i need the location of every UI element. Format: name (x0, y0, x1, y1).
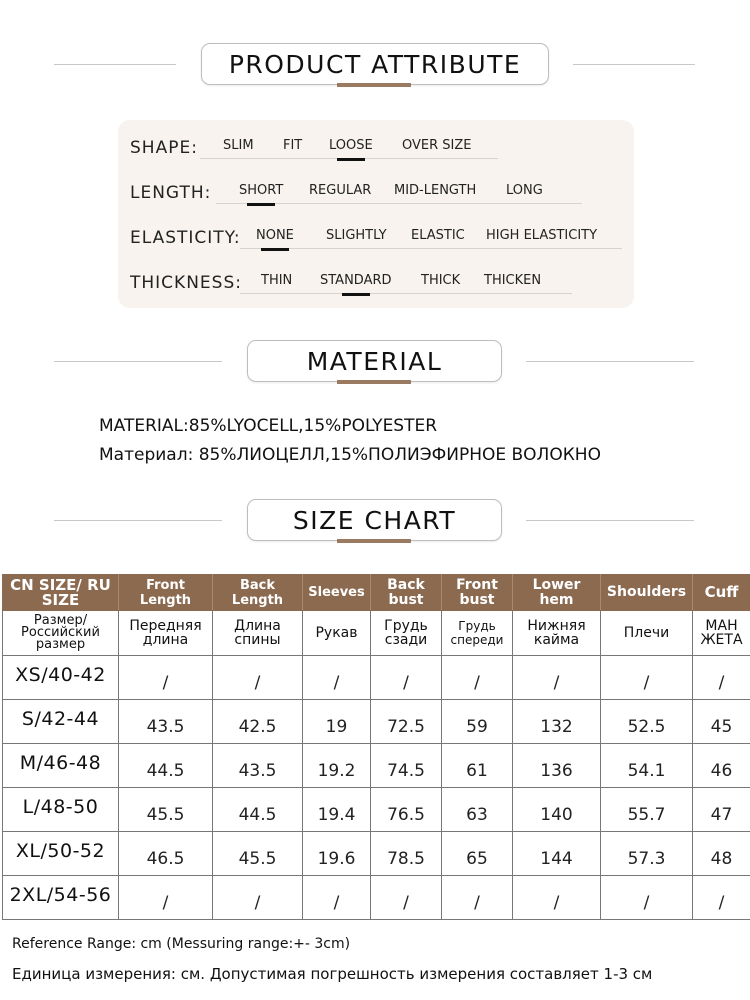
value-cell: 19 (303, 700, 371, 744)
value-cell: 57.3 (601, 832, 693, 876)
attr-option: HIGH ELASTICITY (486, 228, 598, 243)
col-header-ru: Размер/ Российский размер (3, 611, 119, 656)
col-header: Sleeves (303, 575, 371, 611)
value-cell: 136 (513, 744, 601, 788)
attr-row-length (118, 177, 634, 207)
value-cell: 42.5 (213, 700, 303, 744)
header-row-ru (3, 611, 750, 656)
header-row-en (3, 575, 750, 611)
value-cell: 43.5 (213, 744, 303, 788)
size-cell: XL/50-52 (3, 832, 119, 876)
attr-underline (240, 293, 572, 294)
value-cell: 76.5 (371, 788, 442, 832)
value-cell: 44.5 (213, 788, 303, 832)
attr-option: THIN (261, 273, 293, 288)
col-header-ru: Плечи (601, 611, 693, 656)
material-title: MATERIAL (247, 340, 502, 382)
attr-option: LONG (506, 183, 543, 198)
value-cell: 45.5 (213, 832, 303, 876)
col-header-ru: Нижняя кайма (513, 611, 601, 656)
col-header: Cuff (693, 575, 750, 611)
value-cell: 19.2 (303, 744, 371, 788)
value-cell: 78.5 (371, 832, 442, 876)
value-cell: / (693, 876, 750, 920)
value-cell: / (371, 876, 442, 920)
attr-row-elasticity (118, 222, 634, 252)
col-header: Back Length (213, 575, 303, 611)
material-heading (0, 340, 750, 384)
attr-underline (240, 248, 622, 249)
value-cell: / (442, 876, 513, 920)
value-cell: / (119, 656, 213, 700)
table-row (3, 876, 750, 920)
value-cell: 47 (693, 788, 750, 832)
value-cell: 46.5 (119, 832, 213, 876)
size-chart-title: SIZE CHART (247, 499, 502, 541)
attr-option-selected: SHORT (239, 183, 284, 198)
divider-left (54, 64, 176, 65)
attr-option: ELASTIC (411, 228, 465, 243)
size-cell: XS/40-42 (3, 656, 119, 700)
table-row (3, 744, 750, 788)
value-cell: / (513, 876, 601, 920)
size-cell: 2XL/54-56 (3, 876, 119, 920)
divider-right (526, 361, 694, 362)
value-cell: / (213, 876, 303, 920)
value-cell: 45.5 (119, 788, 213, 832)
value-cell: 132 (513, 700, 601, 744)
attr-option-selected: LOOSE (329, 138, 373, 153)
attr-option: THICK (421, 273, 461, 288)
attr-row-shape (118, 132, 634, 162)
divider-left (54, 520, 222, 521)
value-cell: 63 (442, 788, 513, 832)
value-cell: 59 (442, 700, 513, 744)
value-cell: 74.5 (371, 744, 442, 788)
table-row (3, 832, 750, 876)
col-header-ru: МАН ЖЕТА (693, 611, 750, 656)
value-cell: / (119, 876, 213, 920)
value-cell: / (371, 656, 442, 700)
value-cell: 72.5 (371, 700, 442, 744)
table-row (3, 700, 750, 744)
col-header: Front bust (442, 575, 513, 611)
product-attribute-heading (0, 43, 750, 87)
value-cell: 19.6 (303, 832, 371, 876)
value-cell: / (601, 876, 693, 920)
col-header-ru: Грудь сзади (371, 611, 442, 656)
attr-option: OVER SIZE (402, 138, 472, 153)
value-cell: 45 (693, 700, 750, 744)
attr-row-thickness (118, 267, 634, 297)
table-row (3, 788, 750, 832)
size-chart-heading (0, 499, 750, 543)
attr-option: REGULAR (309, 183, 372, 198)
col-header: Back bust (371, 575, 442, 611)
attr-option-selected: NONE (256, 228, 294, 243)
value-cell: / (303, 876, 371, 920)
value-cell: 54.1 (601, 744, 693, 788)
table-row (3, 656, 750, 700)
value-cell: / (601, 656, 693, 700)
size-cell: S/42-44 (3, 700, 119, 744)
divider-right (573, 64, 695, 65)
value-cell: / (513, 656, 601, 700)
attr-option: SLIGHTLY (326, 228, 387, 243)
attr-label: LENGTH: (130, 183, 212, 203)
divider-left (54, 361, 222, 362)
material-en: MATERIAL:85%LYOCELL,15%POLYESTER (99, 416, 438, 436)
size-cell: M/46-48 (3, 744, 119, 788)
attr-label: THICKNESS: (130, 273, 242, 293)
value-cell: 55.7 (601, 788, 693, 832)
attr-label: SHAPE: (130, 138, 198, 158)
size-cell: L/48-50 (3, 788, 119, 832)
size-chart-table (2, 574, 750, 920)
value-cell: 48 (693, 832, 750, 876)
value-cell: / (303, 656, 371, 700)
accent-bar (337, 380, 411, 384)
attr-option: THICKEN (484, 273, 542, 288)
value-cell: 144 (513, 832, 601, 876)
value-cell: / (693, 656, 750, 700)
col-header: Lower hem (513, 575, 601, 611)
attr-label: ELASTICITY: (130, 228, 241, 248)
col-header-ru: Длина спины (213, 611, 303, 656)
value-cell: 61 (442, 744, 513, 788)
reference-range-note-ru: Единица измерения: см. Допустимая погрешность измерения составляет 1-3 см (12, 965, 653, 983)
product-attribute-title: PRODUCT ATTRIBUTE (201, 43, 549, 85)
accent-bar (337, 539, 411, 543)
col-header: Shoulders (601, 575, 693, 611)
attr-option: FIT (283, 138, 303, 153)
value-cell: 43.5 (119, 700, 213, 744)
value-cell: 140 (513, 788, 601, 832)
value-cell: / (442, 656, 513, 700)
value-cell: 65 (442, 832, 513, 876)
attr-option-selected: STANDARD (320, 273, 392, 288)
value-cell: 52.5 (601, 700, 693, 744)
col-header: Front Length (119, 575, 213, 611)
col-header-ru: Грудь спереди (442, 611, 513, 656)
attr-option: MID-LENGTH (394, 183, 477, 198)
col-header-ru: Передняя длина (119, 611, 213, 656)
material-ru: Материал: 85%ЛИОЦЕЛЛ,15%ПОЛИЭФИРНОЕ ВОЛОКНО (99, 445, 601, 465)
accent-bar (337, 83, 411, 87)
attribute-panel (118, 120, 634, 308)
divider-right (526, 520, 694, 521)
reference-range-note: Reference Range: cm (Messuring range:+- 3cm) (12, 936, 351, 952)
value-cell: 19.4 (303, 788, 371, 832)
value-cell: / (213, 656, 303, 700)
value-cell: 44.5 (119, 744, 213, 788)
attr-option: SLIM (223, 138, 254, 153)
col-header: CN SIZE/ RU SIZE (3, 575, 119, 611)
value-cell: 46 (693, 744, 750, 788)
col-header-ru: Рукав (303, 611, 371, 656)
